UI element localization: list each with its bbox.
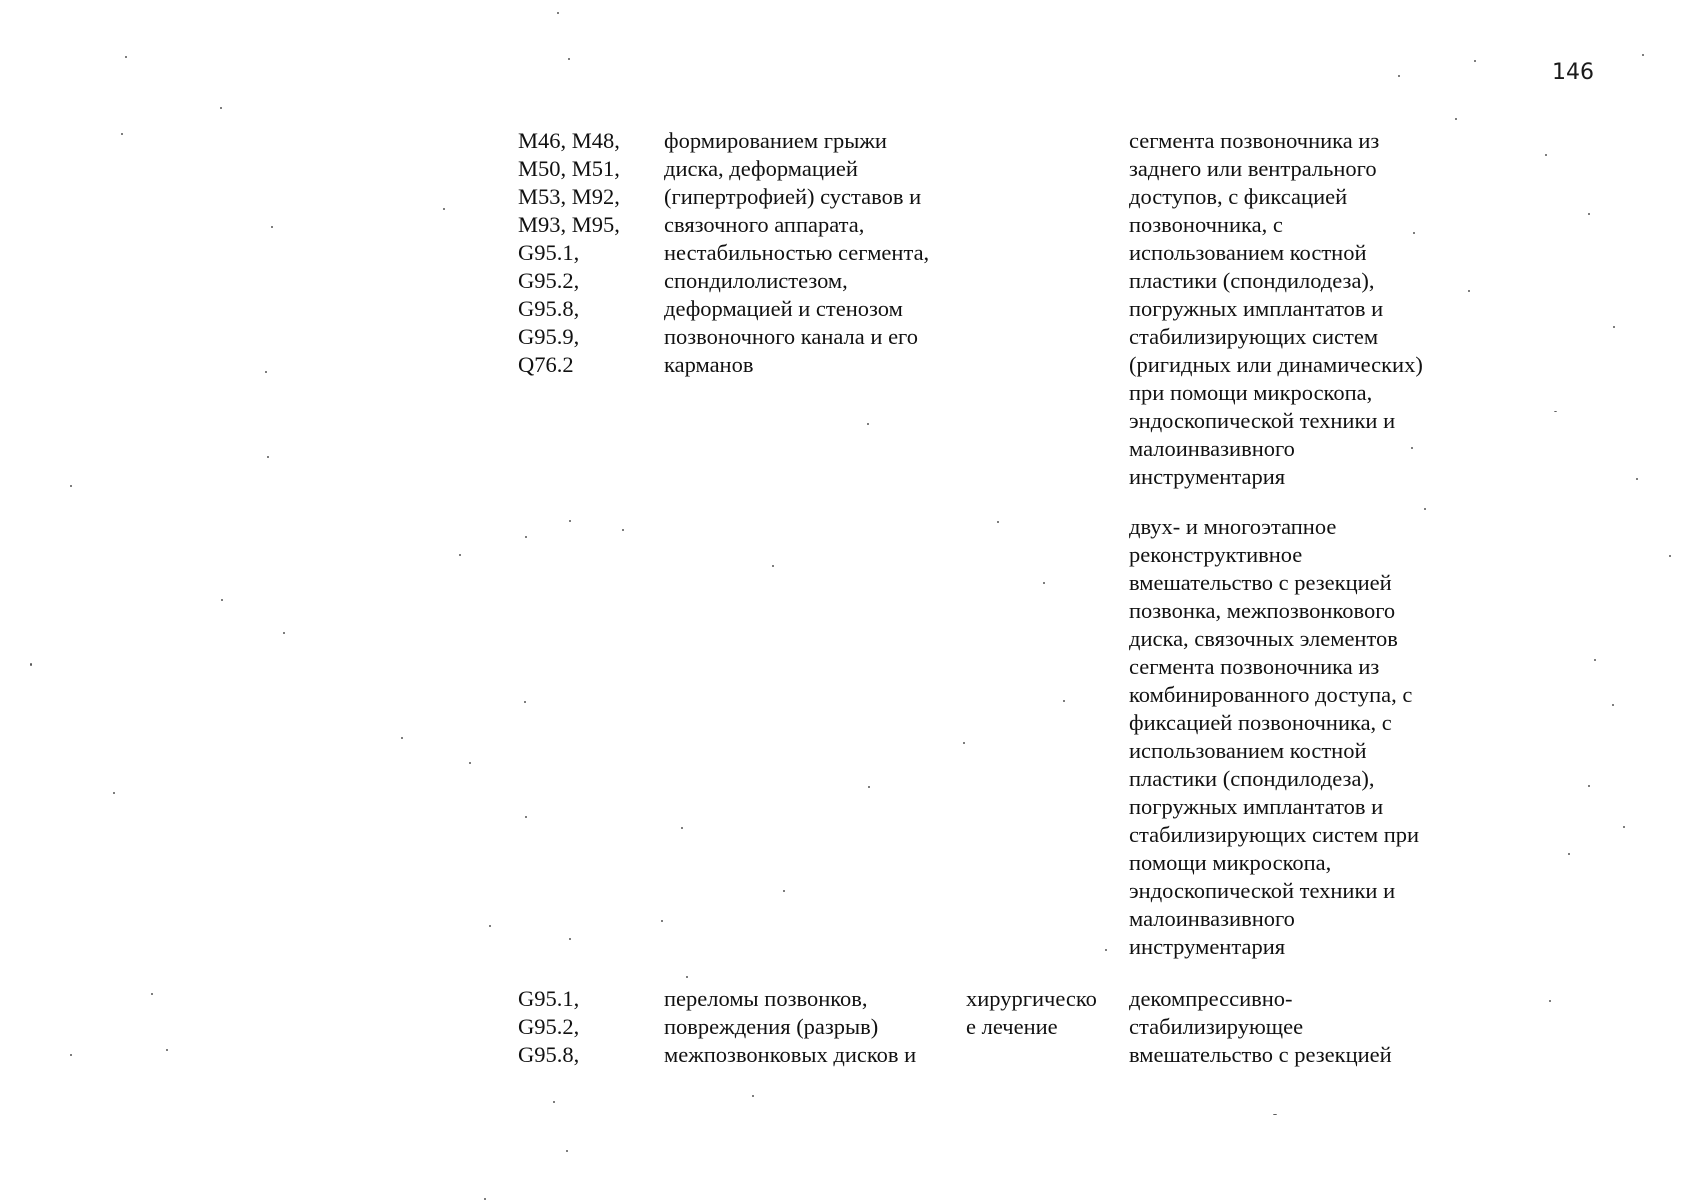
method-line: заднего или вентрального bbox=[1129, 156, 1377, 181]
method-line: фиксацией позвоночника, с bbox=[1129, 710, 1392, 735]
diagnosis-line: формированием грыжи bbox=[664, 128, 887, 153]
method-line: помощи микроскопа, bbox=[1129, 850, 1332, 875]
method-line: эндоскопической техники и bbox=[1129, 408, 1396, 433]
icd-code: G95.1, bbox=[518, 986, 580, 1011]
method-line: стабилизирующих систем bbox=[1129, 324, 1379, 349]
icd-code: G95.2, bbox=[518, 1014, 580, 1039]
diagnosis-line: связочного аппарата, bbox=[664, 212, 865, 237]
diagnosis-line: (гипертрофией) суставов и bbox=[664, 184, 922, 209]
method-line: позвонка, межпозвонкового bbox=[1129, 598, 1396, 623]
method-line: сегмента позвоночника из bbox=[1129, 128, 1380, 153]
method-line: малоинвазивного bbox=[1129, 436, 1295, 461]
diagnosis-line: повреждения (разрыв) bbox=[664, 1014, 879, 1039]
method-line: сегмента позвоночника из bbox=[1129, 654, 1380, 679]
diagnosis-line: межпозвонковых дисков и bbox=[664, 1042, 917, 1067]
method-line: использованием костной bbox=[1129, 240, 1367, 265]
row2-method-column bbox=[1129, 985, 1392, 1069]
diagnosis-line: диска, деформацией bbox=[664, 156, 858, 181]
treatment-type-line: хирургическо bbox=[966, 986, 1097, 1011]
diagnosis-line: деформацией и стенозом bbox=[664, 296, 903, 321]
icd-code: G95.1, bbox=[518, 240, 580, 265]
diagnosis-line: переломы позвонков, bbox=[664, 986, 868, 1011]
method-line: диска, связочных элементов bbox=[1129, 626, 1398, 651]
icd-code: M93, M95, bbox=[518, 212, 620, 237]
row1-method-b-column bbox=[1129, 513, 1419, 961]
icd-code: G95.8, bbox=[518, 296, 580, 321]
icd-code: G95.9, bbox=[518, 324, 580, 349]
page-number: 146 bbox=[1552, 60, 1594, 85]
treatment-type-line: е лечение bbox=[966, 1014, 1058, 1039]
method-line: вмешательство с резекцией bbox=[1129, 1042, 1392, 1067]
method-line: инструментария bbox=[1129, 934, 1286, 959]
icd-code: G95.8, bbox=[518, 1042, 580, 1067]
method-line: малоинвазивного bbox=[1129, 906, 1295, 931]
method-line: (ригидных или динамических) bbox=[1129, 352, 1423, 377]
diagnosis-line: позвоночного канала и его bbox=[664, 324, 918, 349]
row2-treatment-type-column bbox=[966, 985, 1097, 1041]
method-line: доступов, с фиксацией bbox=[1129, 184, 1348, 209]
icd-code: M53, M92, bbox=[518, 184, 620, 209]
diagnosis-line: карманов bbox=[664, 352, 754, 377]
method-line: использованием костной bbox=[1129, 738, 1367, 763]
row1-method-a-column bbox=[1129, 127, 1423, 491]
method-line: эндоскопической техники и bbox=[1129, 878, 1396, 903]
row1-codes-column bbox=[518, 127, 620, 379]
method-line: позвоночника, с bbox=[1129, 212, 1283, 237]
icd-code: Q76.2 bbox=[518, 352, 574, 377]
method-line: погружных имплантатов и bbox=[1129, 296, 1384, 321]
method-line: при помощи микроскопа, bbox=[1129, 380, 1373, 405]
row2-diagnosis-column bbox=[664, 985, 916, 1069]
icd-code: G95.2, bbox=[518, 268, 580, 293]
method-line: двух- и многоэтапное bbox=[1129, 514, 1337, 539]
icd-code: M50, M51, bbox=[518, 156, 620, 181]
row1-diagnosis-column bbox=[664, 127, 929, 379]
method-line: пластики (спондилодеза), bbox=[1129, 766, 1375, 791]
method-line: комбинированного доступа, с bbox=[1129, 682, 1413, 707]
method-line: декомпрессивно- bbox=[1129, 986, 1293, 1011]
method-line: погружных имплантатов и bbox=[1129, 794, 1384, 819]
row2-codes-column bbox=[518, 985, 579, 1069]
diagnosis-line: нестабильностью сегмента, bbox=[664, 240, 930, 265]
icd-code: M46, M48, bbox=[518, 128, 620, 153]
method-line: пластики (спондилодеза), bbox=[1129, 268, 1375, 293]
method-line: инструментария bbox=[1129, 464, 1286, 489]
method-line: реконструктивное bbox=[1129, 542, 1303, 567]
method-line: вмешательство с резекцией bbox=[1129, 570, 1392, 595]
method-line: стабилизирующее bbox=[1129, 1014, 1304, 1039]
method-line: стабилизирующих систем при bbox=[1129, 822, 1420, 847]
diagnosis-line: спондилолистезом, bbox=[664, 268, 848, 293]
